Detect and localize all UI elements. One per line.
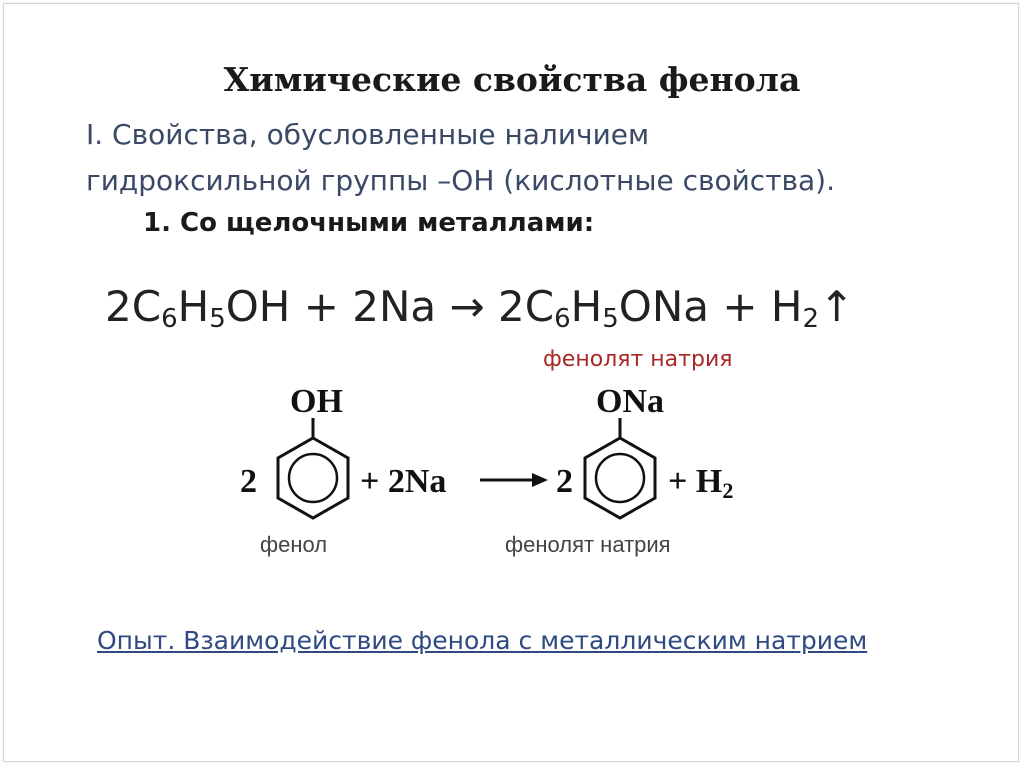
point-heading: 1. Со щелочными металлами: bbox=[143, 208, 595, 238]
eq-part-h2: H bbox=[570, 282, 603, 331]
section-subtitle bbox=[86, 112, 986, 204]
product-note: фенолят натрия bbox=[543, 347, 733, 372]
right-group-label: ONa bbox=[596, 383, 664, 420]
benzene-ring-left bbox=[278, 418, 348, 518]
eq-part-oh: OH + 2Na → 2C bbox=[225, 282, 555, 331]
plus-sodium: + 2Na bbox=[360, 463, 447, 500]
benzene-ring-right bbox=[585, 418, 655, 518]
hydrogen-subscript: 2 bbox=[722, 478, 734, 503]
left-coefficient: 2 bbox=[240, 463, 257, 500]
eq-sub-2: 2 bbox=[802, 304, 820, 334]
left-group-label: OH bbox=[290, 383, 343, 420]
eq-part-ona: ONa + H bbox=[618, 282, 803, 331]
phenol-name: фенол bbox=[260, 532, 328, 557]
phenolate-name: фенолят натрия bbox=[505, 532, 671, 557]
plus-hydrogen bbox=[668, 463, 733, 503]
eq-sub-5b: 5 bbox=[602, 304, 619, 334]
right-coefficient: 2 bbox=[556, 463, 573, 500]
subtitle-line-1: I. Свойства, обусловленные наличием bbox=[86, 118, 650, 151]
eq-part-h: H bbox=[177, 282, 210, 331]
reaction-equation bbox=[105, 282, 855, 334]
eq-sub-6a: 6 bbox=[161, 304, 178, 334]
eq-part-c: 2C bbox=[105, 282, 162, 331]
eq-sub-6b: 6 bbox=[554, 304, 571, 334]
experiment-link[interactable]: Опыт. Взаимодействие фенола с металлическим натрием bbox=[97, 626, 868, 655]
gas-arrow-icon: ↑ bbox=[819, 282, 855, 331]
page-title: Химические свойства фенола bbox=[223, 60, 801, 99]
structural-scheme bbox=[0, 380, 1024, 600]
plus-hydrogen-text: + H bbox=[668, 463, 723, 500]
eq-sub-5a: 5 bbox=[209, 304, 226, 334]
subtitle-line-2: гидроксильной группы –ОН (кислотные свойства). bbox=[86, 164, 835, 197]
reaction-arrow-icon bbox=[480, 473, 548, 487]
